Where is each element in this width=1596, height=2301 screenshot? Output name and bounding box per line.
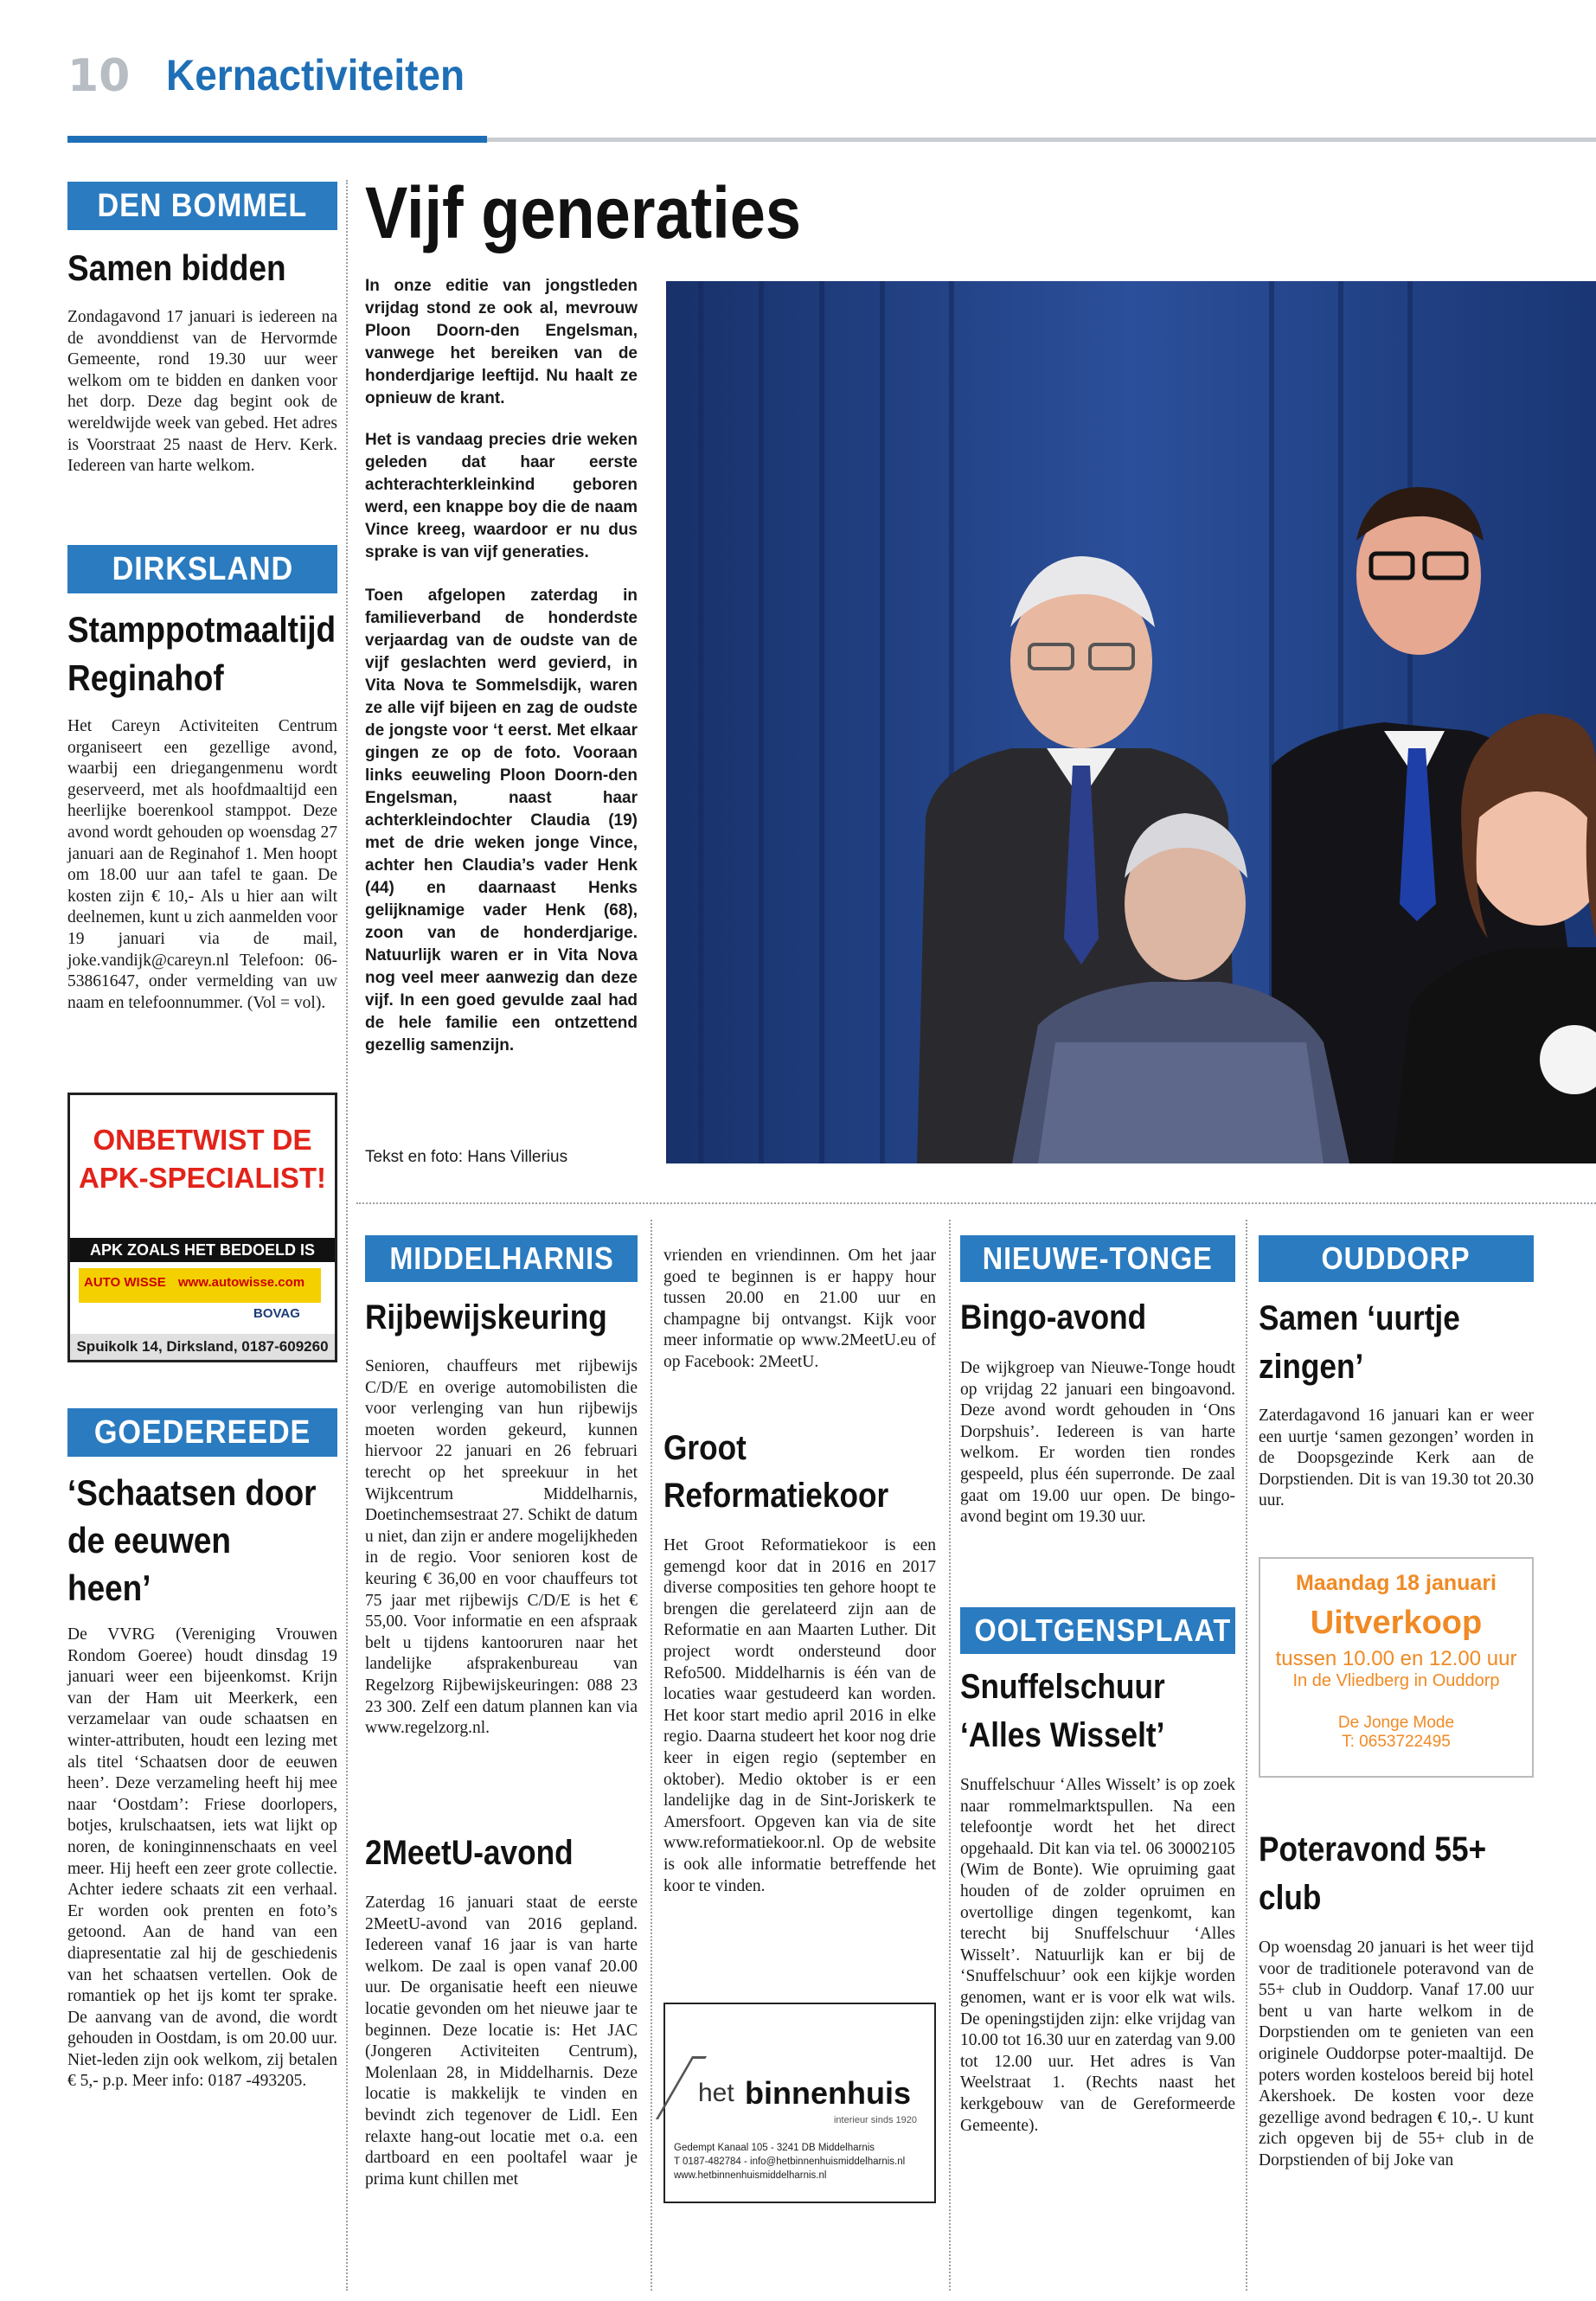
article-body-2meetu-cont: vrienden en vriendinnen. Om het jaar goed te beginnen is er happy hour tussen 20.00 en 21.00 uur en champagne bij ontvangst. Kijk voor meer informatie op www.2MeetU.eu of op Facebook: 2MeetU. (663, 1247, 936, 1371)
feature-lead-1: In onze editie van jongstleden vrijdag stond ze ook al, mevrouw Ploon Doorn-den Engelsman, vanwege het bereiken van de honderdjarige leeftijd. Nu haalt ze opnieuw de krant. (365, 277, 638, 407)
feature-title: Vijf generaties (365, 172, 801, 253)
ad-contact: T 0187-482784 - info@hetbinnenhuismiddelharnis.nl (674, 2157, 906, 2167)
article-body-samen-zingen: Zaterdagavond 16 januari kan er weer een uurtje ‘samen gezongen’ worden in de Doopsgezinde Kerk aan de Dorpstienden. Dit is van 19.30 tot 20.30 uur. (1259, 1407, 1534, 1510)
page-number: 10 (67, 50, 131, 102)
ad-time: tussen 10.00 en 12.00 uur (1275, 1647, 1517, 1670)
ad-headline: Uitverkoop (1310, 1605, 1483, 1641)
ad-logo: binnenhuis (745, 2075, 911, 2111)
headline-stamppotmaaltijd: Stamppotmaaltijd Reginahof (67, 609, 337, 698)
row-divider (356, 1202, 1596, 1204)
ad-strip: APK ZOALS HET BEDOELD IS (70, 1238, 335, 1262)
column-divider (651, 1220, 652, 2291)
headline-samen-bidden: Samen bidden (67, 247, 286, 288)
headline-bingo: Bingo-avond (960, 1298, 1147, 1336)
headline-poteravond: Poteravond 55+ club (1259, 1830, 1487, 1917)
tag-middelharnis: MIDDELHARNIS (365, 1235, 638, 1282)
column-divider (1246, 1220, 1247, 2291)
tag-den-bommel: DEN BOMMEL (67, 182, 337, 230)
column-divider (346, 180, 348, 2291)
headline-2meetu: 2MeetU-avond (365, 1834, 574, 1872)
ad-place: In de Vliedberg in Ouddorp (1292, 1671, 1500, 1690)
tag-nieuwe-tonge: NIEUWE-TONGE (960, 1235, 1235, 1282)
ad-details (674, 2141, 905, 2182)
article-body-2meetu: Zaterdag 16 januari staat de eerste 2MeetU-avond van 2016 gepland. Iedereen vanaf 16 jaar is van harte welkom. De zaal is open vanaf 20.00 uur. De organisatie heeft een nieuwe locatie gevonden om het nieuwe jaar te beginnen. Deze locatie is: Het JAC (Jongeren Activiteiten Centrum), Molenlaan 28, in Middelharnis. Deze locatie is makkelijk te vinden en bevindt zich tegenover de Lidl. Een relaxte hang-out locatie met o.a. een dartboard en een pooltafel waar je prima kunt chillen met (365, 1894, 638, 2189)
bovag-logo: BOVAG (253, 1306, 300, 1321)
headline-schaatsen: ‘Schaatsen door de eeuwen heen’ (67, 1472, 317, 1608)
photo-five-generations (666, 281, 1596, 1163)
article-body-bingo: De wijkgroep van Nieuwe-Tonge houdt op vrijdag 22 januari een bingoavond. Deze avond wordt gehouden in ‘Ons Dorpshuis’. Iedereen is van harte welkom. Er worden tien rondes gespeeld, plus één superronde. De zaal gaat om 19.00 uur open. De bingo-avond begint om 19.30 uur. (960, 1359, 1235, 1527)
ad-banner (79, 1268, 321, 1303)
article-body-snuffelschuur: Snuffelschuur ‘Alles Wisselt’ is op zoek naar rommelmarktspullen. Na een telefoontje wordt het het direct opgehaald. Dit kan via tel. 06 30002105 (Wim de Bonte). Wie opruiming gaat houden of de zolder opruimen en overtollige dingen tegenkomt, kan terecht bij Snuffelschuur ‘Alles Wisselt’. Natuurlijk kan er bij de ‘Snuffelschuur’ ook een kijkje worden genomen, want er is voor elk wat wils. De openingstijden zijn: elke vrijdag van 10.00 tot 16.30 uur en zaterdag van 9.00 tot 12.00 uur. Het adres is Van Weelstraat 1. (Rechts naast het kerkgebouw van de Gereformeerde Gemeente). (960, 1776, 1235, 2135)
ad-address: Gedempt Kanaal 105 - 3241 DB Middelharnis (674, 2143, 875, 2153)
ad-web: www.hetbinnenhuismiddelharnis.nl (674, 2170, 827, 2181)
headline-rijbewijskeuring: Rijbewijskeuring (365, 1298, 607, 1336)
tag-dirksland: DIRKSLAND (67, 545, 337, 593)
ad-brand: AUTO WISSE (84, 1275, 166, 1290)
ad-shop: De Jonge Mode (1337, 1714, 1455, 1732)
headline-samen-zingen: Samen ‘uurtje zingen’ (1259, 1299, 1460, 1386)
ad-date: Maandag 18 januari (1295, 1571, 1497, 1595)
tag-ooltgensplaat: OOLTGENSPLAAT (960, 1607, 1235, 1654)
article-body-dirksland: Het Careyn Activiteiten Centrum organiseert een gezellige avond, waarbij een driegangenmenu wordt geserveerd, met als hoofdmaaltijd een heerlijke boerenkool stamppot. Deze avond wordt gehouden op woensdag 27 januari aan de Reginahof 1. Men hoopt om 18.00 uur aan tafel te gaan. De kosten zijn € 10,- Als u hier aan wilt deelnemen, kunt u zich aanmelden voor 19 januari via de mail, joke.vandijk@careyn.nl Telefoon: 06-53861647, onder vermelding van uw naam en telefoonnummer. (Vol = vol). (67, 717, 337, 1012)
ad-logo-prefix: het (698, 2079, 734, 2107)
section-title: Kernactiviteiten (166, 51, 465, 99)
ad-tagline: interieur sinds 1920 (833, 2115, 917, 2125)
article-body-rijbewijskeuring: Senioren, chauffeurs met rijbewijs C/D/E en overige automobilisten die voor verlenging van hun rijbewijs moeten worden gekeurd, kunnen hiervoor 22 januari en 26 februari terecht op het spreekuur in het Wijkcentrum Middelharnis, Doetinchemsestraat 27. Schikt de datum u niet, dan zijn er andere mogelijkheden in de regio. Voor senioren kost de keuring € 36,00 en voor chauffeurs tot 75 jaar met rijbewijs C/D/E is het € 55,00. Voor informatie en een afspraak belt u tijdens kantooruren naar het landelijke afsprakenbureau van Regelzorg Rijbewijskeuringen: 088 23 23 300. Zelf een datum plannen kan via www.regelzorg.nl. (365, 1357, 638, 1738)
header-rule (487, 138, 1596, 142)
ad-auto-wisse[interactable] (67, 1093, 337, 1362)
feature-lead-column (365, 275, 638, 1057)
article-body-poteravond: Op woensdag 20 januari is het weer tijd voor de traditionele poteravond van de 55+ club in Ouddorp. Vanaf 17.00 uur bent u van harte welkom in de Dorpstienden om te genieten van een originele Ouddorpse poter-maaltijd. De poters worden kosteloos bereid bij hotel Akershoek. De kosten voor deze gezellige avond bedragen € 10,-. U kunt zich opgeven bij de 55+ club in de Dorpstienden of bij Joke van (1259, 1939, 1534, 2170)
headline-reformatiekoor: Groot Reformatiekoor (663, 1429, 889, 1515)
tag-goedereede: GOEDEREEDE (67, 1408, 337, 1457)
photo-credit: Tekst en foto: Hans Villerius (365, 1148, 568, 1166)
tag-ouddorp: OUDDORP (1259, 1235, 1534, 1282)
ad-het-binnenhuis[interactable] (663, 2003, 936, 2203)
article-body-den-bommel: Zondagavond 17 januari is iedereen na de avonddienst van de Hervormde Gemeente, rond 19.30 uur weer welkom om te bidden en danken voor het dorp. Deze dag begint ook de wereldwijde week van gebed. Het adres is Voorstraat 25 naast de Herv. Kerk. Iedereen van harte welkom. (67, 308, 337, 476)
article-body-goedereede: De VVRG (Vereniging Vrouwen Rondom Goeree) houdt dinsdag 19 januari weer een bijeenkomst. Krijn van der Ham uit Meerkerk, een verzamelaar van oude schaatsen en winter-attributen, houdt een lezing met als titel ‘Schaatsen door de eeuwen heen’. Deze verzameling heeft hij mee naar ‘Oostdam’: Friese doorlopers, botjes, krulschaatsen, iets wat lijkt op noren, de koninginnenschaats en veel meer. Hij heeft een zeer grote collectie. Achter iedere schaats zit een verhaal. Er worden ook prenten en foto’s getoond. Aan de hand van een diapresentatie zal hij de geschiedenis van het schaatsen vertellen. Ook de romantiek op het ijs komt ter sprake. De aanvang van de avond, die wordt gehouden in Oostdam, is om 20.00 uur. Niet-leden zijn ook welkom, zij betalen € 5,- p.p. Meer info: 0187 -493205. (67, 1625, 337, 2091)
ad-address: Spuikolk 14, Dirksland, 0187-609260 (70, 1334, 335, 1360)
ad-uitverkoop[interactable] (1259, 1557, 1534, 1778)
feature-lead-2: Het is vandaag precies drie weken geleden dat haar eerste achterachterkleinkind geboren werd, een knappe boy die de naam Vince kreeg, waardoor er nu dus sprake is van vijf generaties. (365, 431, 638, 561)
ad-url: www.autowisse.com (178, 1275, 305, 1290)
headline-snuffelschuur: Snuffelschuur ‘Alles Wisselt’ (960, 1668, 1165, 1754)
feature-lead-3: Toen afgelopen zaterdag in familieverband de honderdste verjaardag van de oudste van de vijf geslachten werd gevierd, in Vita Nova te Sommelsdijk, waren ze alle vijf bijeen en zag de oudste de jongste voor ‘t eerst. Met elkaar gingen ze op de foto. Vooraan links eeuweling Ploon Doorn-den Engelsman, naast haar achterkleindochter Claudia (19) met de drie weken jonge Vince, achter hen Claudia’s vader Henk (44) en daarnaast Henks gelijknamige vader Henk (68), zoon van de honderdjarige. Natuurlijk waren er in Vita Nova nog veel meer aanwezig dan deze vijf. In een goed gevulde zaal had de hele familie een ontzettend gezellig samenzijn. (365, 586, 638, 1054)
column-divider (949, 1220, 951, 2291)
header-accent-bar (67, 136, 487, 143)
ad-phone: T: 0653722495 (1342, 1733, 1451, 1751)
ad-headline: ONBETWIST DE APK-SPECIALIST! (78, 1124, 326, 1194)
article-body-reformatiekoor: Het Groot Reformatiekoor is een gemengd koor dat in 2016 en 2017 diverse composities ten gehore hoopt te brengen die gerelateerd zijn aan de Reformatie en aan Maarten Luther. Dit project wordt ondersteund door Refo500. Middelharnis is één van de locaties waar gestudeerd kan worden. Het koor start medio april 2016 in elke regio. Daarna studeert het koor nog drie keer in eigen regio (september en oktober). Medio oktober is er een landelijke dag in de Sint-Joriskerk te Amersfoort. Opgeven kan via de site www.reformatiekoor.nl. Op de website is ook alle informatie betreffende het koor te vinden. (663, 1536, 936, 1895)
